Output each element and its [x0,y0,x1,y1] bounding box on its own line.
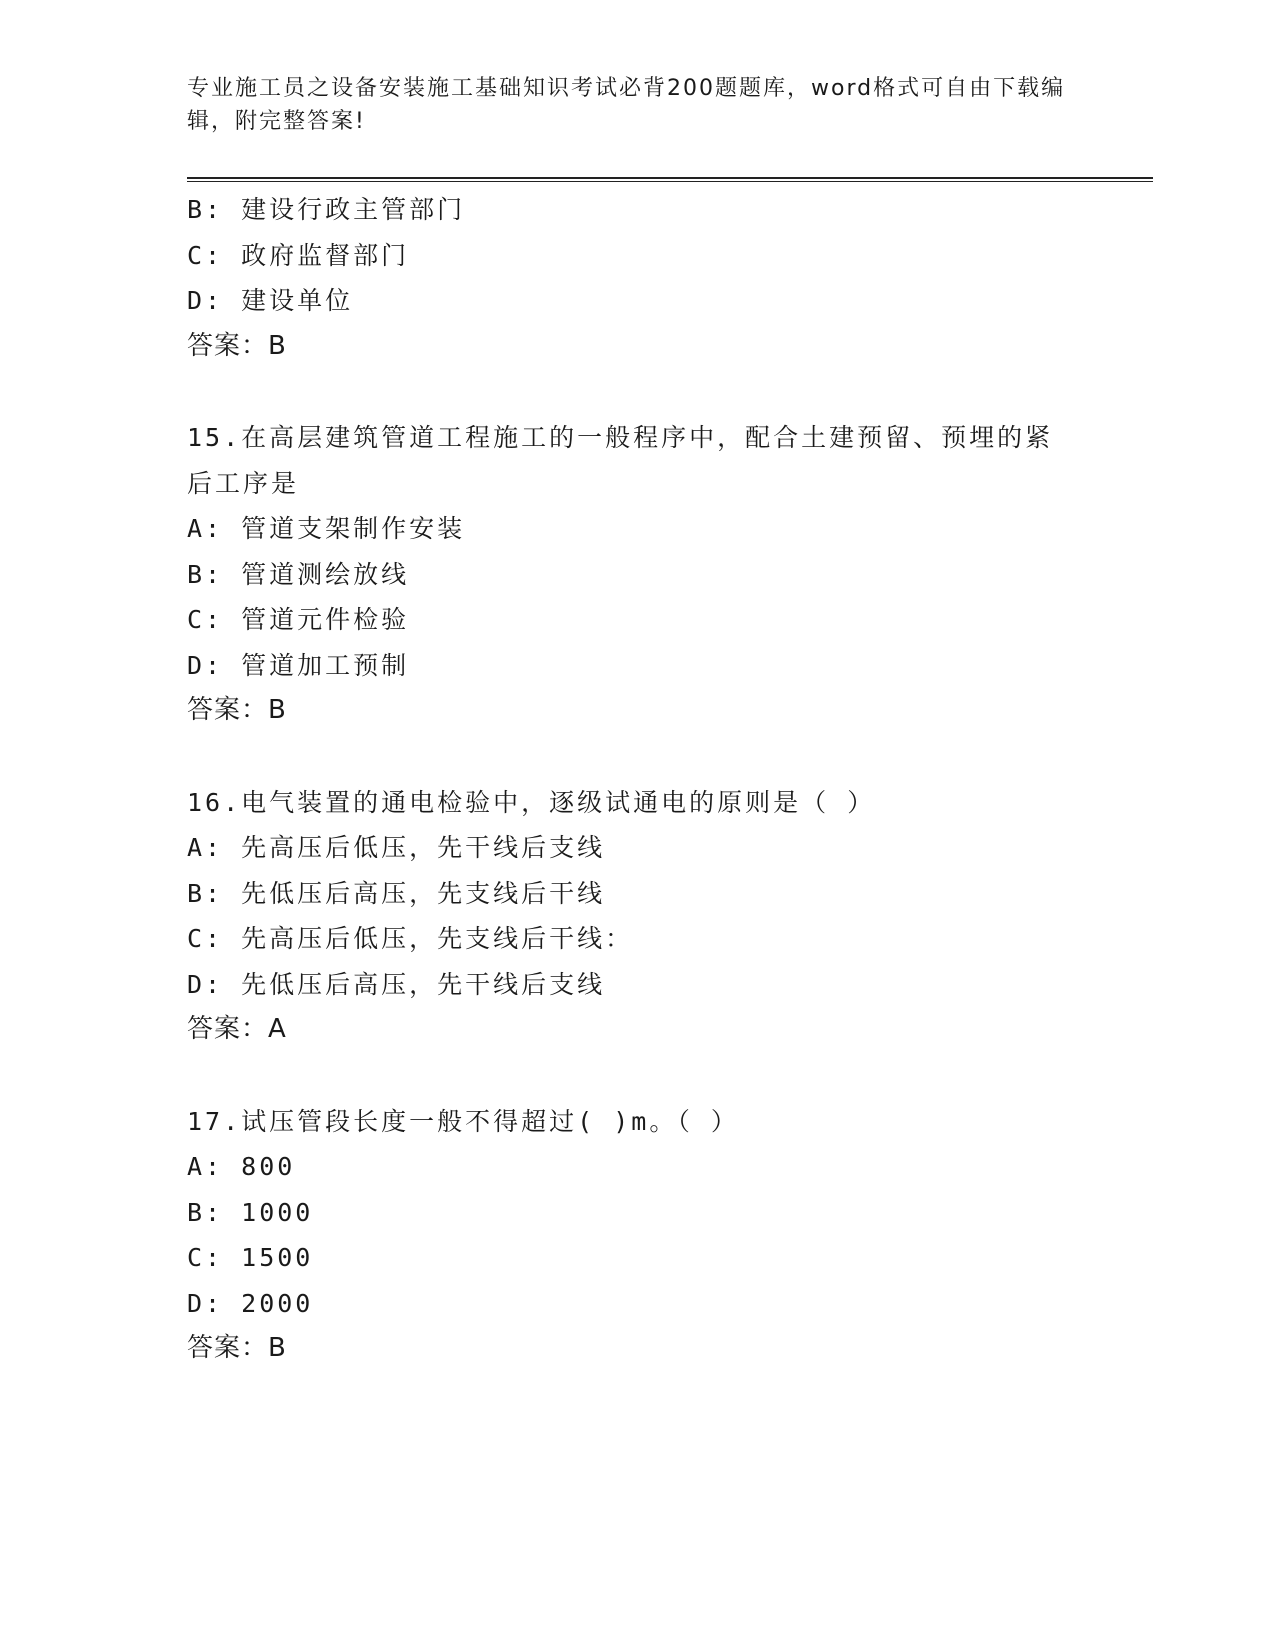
question-list [187,187,1087,1372]
option-b: B: 建设行政主管部门 [187,195,466,224]
document-title: 专业施工员之设备安装施工基础知识考试必背200题题库，word格式可自由下载编辑，附完整答案! [187,76,1066,134]
option-d: D: 先低压后高压，先干线后支线 [187,969,606,999]
answer: 答案：B [187,695,287,725]
question-14 [187,187,1087,369]
option-c: C: 1500 [187,1243,314,1272]
question-16 [187,780,1087,1053]
option-a: A: 800 [187,1152,296,1181]
question-17 [187,1099,1087,1372]
question-stem: 16.电气装置的通电检验中，逐级试通电的原则是（ ） [187,787,876,817]
header-rule-thin [187,181,1153,182]
question-stem: 15.在高层建筑管道工程施工的一般程序中，配合土建预留、预埋的紧后工序是 [187,423,1054,498]
answer: 答案：A [187,1014,287,1044]
option-a: A: 管道支架制作安装 [187,514,466,543]
option-d: D: 2000 [187,1288,314,1318]
question-15 [187,415,1087,734]
option-c: C: 先高压后低压，先支线后干线： [187,924,634,953]
answer: 答案：B [187,330,287,361]
option-b: B: 1000 [187,1197,314,1227]
header-rule-thick [187,177,1153,179]
option-c: C: 政府监督部门 [187,240,410,270]
option-b: B: 管道测绘放线 [187,559,410,589]
option-a: A: 先高压后低压，先干线后支线 [187,833,606,862]
answer: 答案：B [187,1333,287,1363]
document-header [187,72,1067,138]
option-d: D: 管道加工预制 [187,650,410,680]
option-b: B: 先低压后高压，先支线后干线 [187,878,606,908]
question-stem: 17.试压管段长度一般不得超过( )m。（ ） [187,1106,739,1136]
option-d: D: 建设单位 [187,286,354,315]
option-c: C: 管道元件检验 [187,605,410,634]
